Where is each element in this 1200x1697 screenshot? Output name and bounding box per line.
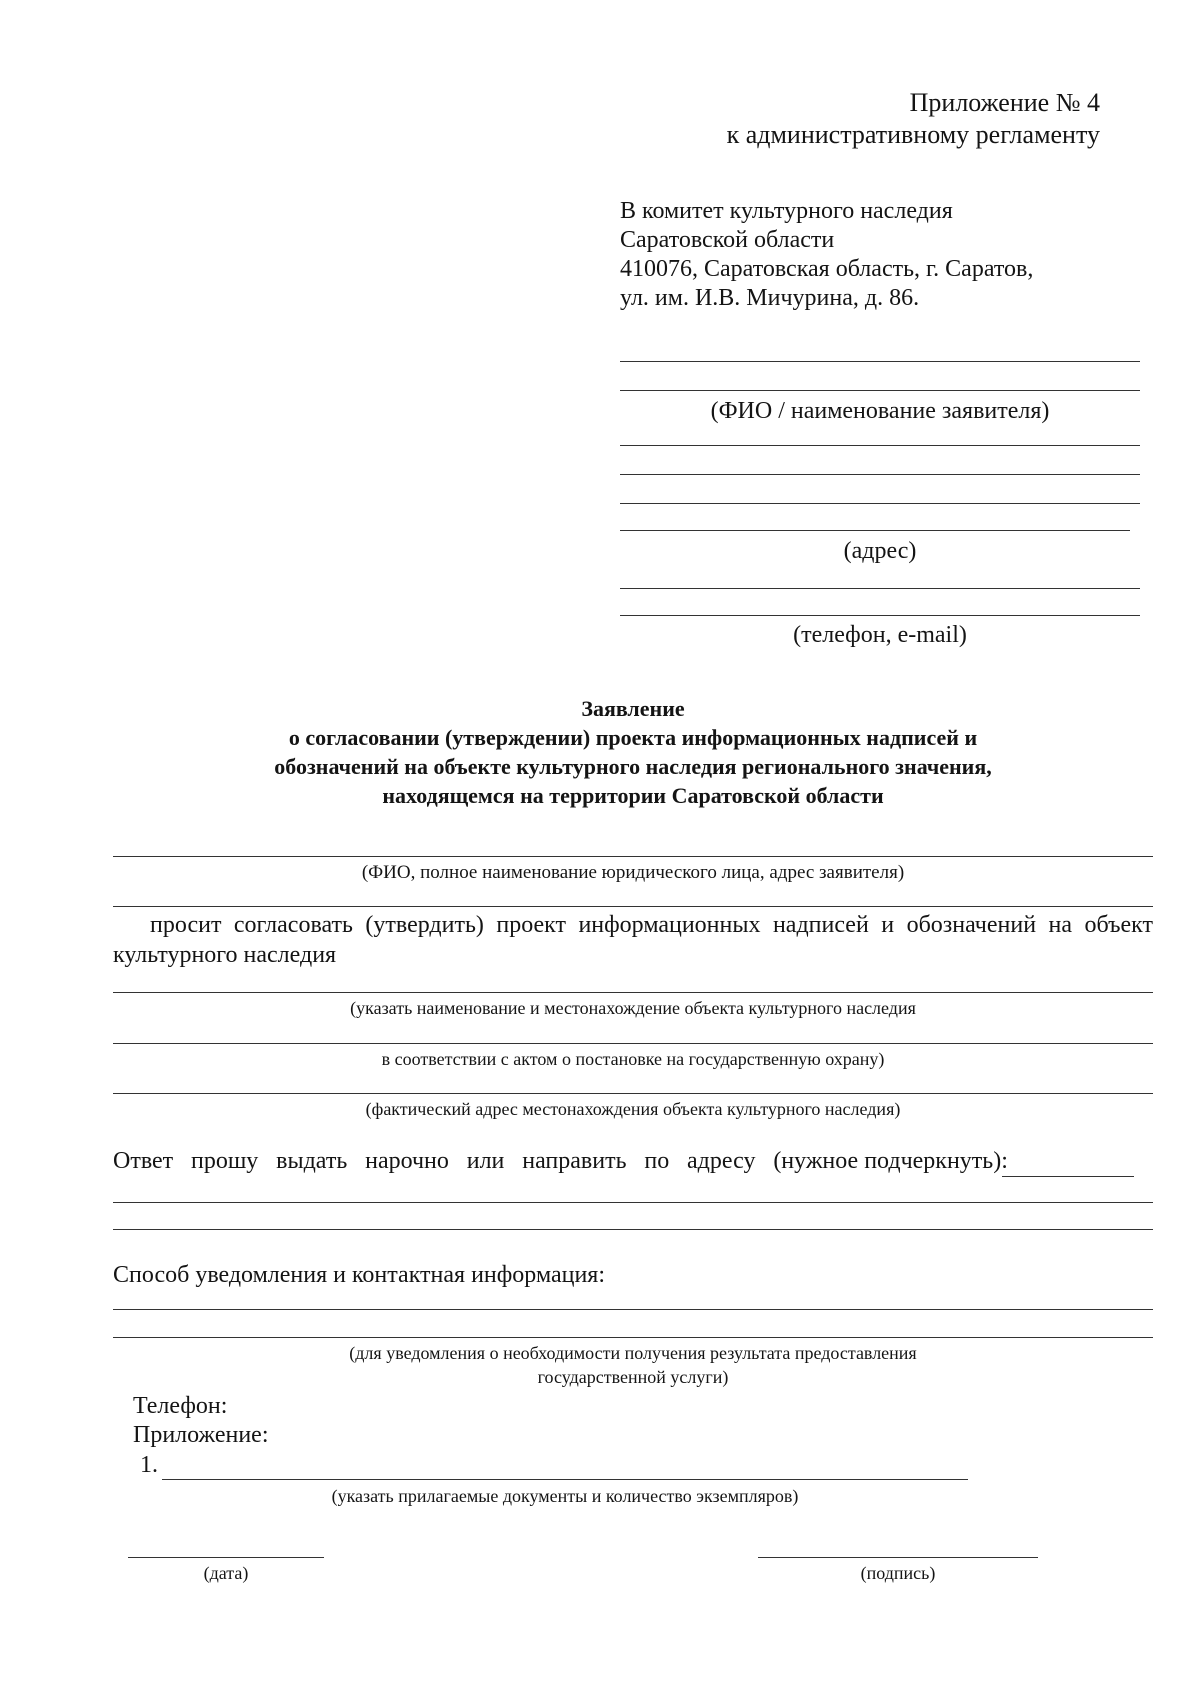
delivery-address-line-1[interactable]	[113, 1202, 1153, 1203]
attachment-item-number: 1.	[140, 1452, 158, 1478]
request-text-line-2: культурного наследия	[113, 942, 337, 968]
notification-caption-2: государственной услуги)	[537, 1367, 729, 1387]
actual-address-caption: (фактический адрес местонахождения объекта культурного наследия)	[365, 1099, 901, 1119]
applicant-address-line-2[interactable]	[620, 474, 1140, 475]
object-name-line[interactable]	[113, 992, 1153, 993]
document-title: Заявление	[581, 696, 685, 721]
applicant-extra-line[interactable]	[113, 906, 1153, 907]
applicant-full-line[interactable]	[113, 856, 1153, 857]
addressee-line-3: 410076, Саратовская область, г. Саратов,	[620, 256, 1034, 282]
addressee-line-4: ул. им. И.В. Мичурина, д. 86.	[620, 285, 920, 311]
notification-line-2[interactable]	[113, 1337, 1153, 1338]
applicant-contacts-line-2[interactable]	[620, 615, 1140, 616]
document-subtitle-line-1: о согласовании (утверждении) проекта информационных надписей и	[288, 725, 978, 750]
document-subtitle-line-3: находящемся на территории Саратовской области	[382, 783, 884, 808]
date-line[interactable]	[128, 1557, 324, 1558]
applicant-address-line-4[interactable]	[620, 530, 1130, 531]
applicant-name-line-1[interactable]	[620, 361, 1140, 362]
delivery-word: (нужное подчеркнуть):	[773, 1148, 1008, 1174]
notification-label: Способ уведомления и контактная информация:	[113, 1262, 606, 1288]
delivery-word: по	[644, 1148, 670, 1174]
applicant-full-caption: (ФИО, полное наименование юридического лица, адрес заявителя)	[361, 862, 905, 883]
attachment-caption: (указать прилагаемые документы и количество экземпляров)	[331, 1486, 799, 1506]
regulation-reference: к административному регламенту	[726, 120, 1100, 149]
actual-address-line[interactable]	[113, 1093, 1153, 1094]
applicant-address-caption: (адрес)	[843, 538, 917, 564]
delivery-word: прошу	[190, 1148, 259, 1174]
notification-line-1[interactable]	[113, 1309, 1153, 1310]
delivery-word: адресу	[687, 1148, 756, 1174]
addressee-line-2: Саратовской области	[620, 227, 835, 253]
applicant-name-caption: (ФИО / наименование заявителя)	[710, 398, 1050, 424]
object-caption-2: в соответствии с актом о постановке на государственную охрану)	[381, 1049, 885, 1069]
object-caption-1: (указать наименование и местонахождение объекта культурного наследия	[350, 998, 916, 1018]
applicant-contacts-line-1[interactable]	[620, 588, 1140, 589]
signature-line[interactable]	[758, 1557, 1038, 1558]
appendix-number: Приложение № 4	[909, 88, 1100, 117]
attachment-item-line[interactable]	[162, 1479, 968, 1480]
delivery-address-line-2[interactable]	[113, 1229, 1153, 1230]
applicant-name-line-2[interactable]	[620, 390, 1140, 391]
object-registration-line[interactable]	[113, 1043, 1153, 1044]
date-caption: (дата)	[203, 1563, 249, 1583]
delivery-inline-line[interactable]	[1002, 1176, 1134, 1177]
delivery-word: выдать	[276, 1148, 348, 1174]
applicant-address-line-1[interactable]	[620, 445, 1140, 446]
signature-caption: (подпись)	[860, 1563, 936, 1583]
applicant-address-line-3[interactable]	[620, 503, 1140, 504]
applicant-contacts-caption: (телефон, e-mail)	[793, 622, 967, 648]
request-text-line-1: просит согласовать (утвердить) проект информационных надписей и обозначений на объект	[150, 912, 1153, 938]
delivery-word: Ответ	[113, 1148, 174, 1174]
phone-label: Телефон:	[133, 1393, 228, 1419]
delivery-word: или	[466, 1148, 505, 1174]
notification-caption-1: (для уведомления о необходимости получения результата предоставления	[349, 1343, 917, 1363]
addressee-line-1: В комитет культурного наследия	[620, 198, 953, 224]
delivery-method-text	[113, 1148, 1008, 1175]
document-subtitle-line-2: обозначений на объекте культурного наследия регионального значения,	[274, 754, 992, 779]
delivery-option-in-person[interactable]: нарочно	[365, 1148, 449, 1174]
attachment-label: Приложение:	[133, 1422, 269, 1448]
delivery-option-by-address[interactable]: направить	[522, 1148, 627, 1174]
